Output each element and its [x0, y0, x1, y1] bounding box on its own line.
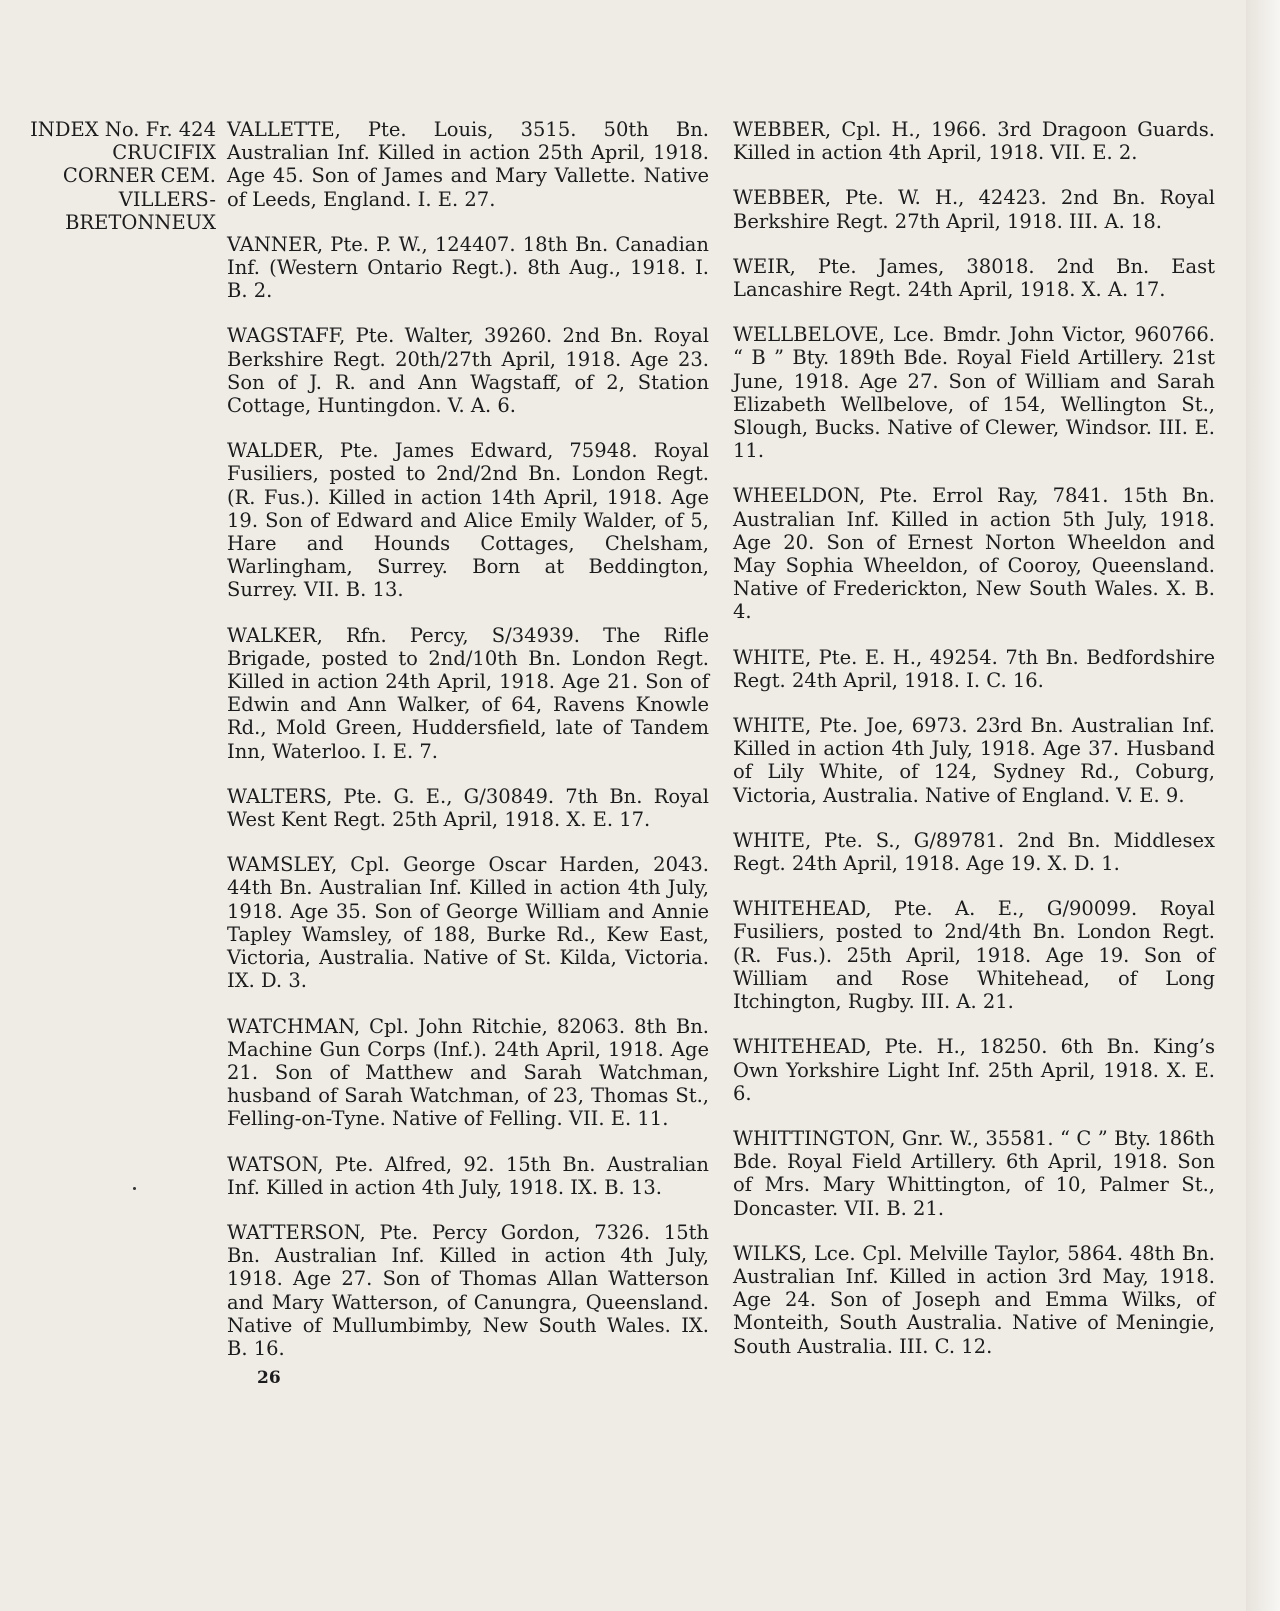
- cemetery-name-line-1: CRUCIFIX: [112, 141, 216, 165]
- entry: WALDER, Pte. James Edward, 75948. Royal Fusiliers, posted to 2nd/2nd Bn. London Regt. (R. Fus.). Killed in action 14th April, 1918. Age 19. Son of Edward and Alice Emily Walder, of 5, Hare and Hounds Cottages, Chelsham, Warlingham, Surrey. Born at Beddington, Surrey. VII. B. 13.: [227, 439, 709, 602]
- entry: WAGSTAFF, Pte. Walter, 39260. 2nd Bn. Royal Berkshire Regt. 20th/27th April, 1918. Age 23. Son of J. R. and Ann Wagstaff, of 2, Station Cottage, Huntingdon. V. A. 6.: [227, 324, 709, 418]
- entry: WEIR, Pte. James, 38018. 2nd Bn. East Lancashire Regt. 24th April, 1918. X. A. 17.: [733, 254, 1215, 302]
- entry: WHITE, Pte. Joe, 6973. 23rd Bn. Australian Inf. Killed in action 4th July, 1918. Age 37. Husband of Lily White, of 124, Sydney Rd., Coburg, Victoria, Australia. Native of England. V. E. 9.: [733, 714, 1215, 807]
- entry: VALLETTE, Pte. Louis, 3515. 50th Bn. Australian Inf. Killed in action 25th April, 1918. Age 45. Son of James and Mary Vallette. Native of Leeds, England. I. E. 27.: [227, 118, 709, 211]
- entry: WHITEHEAD, Pte. A. E., G/90099. Royal Fusiliers, posted to 2nd/4th Bn. London Regt. (R. Fus.). 25th April, 1918. Age 19. Son of William and Rose Whitehead, of Long Itchington, Rugby. III. A. 21.: [733, 897, 1215, 1014]
- index-number: INDEX No. Fr. 424: [30, 118, 216, 141]
- entry: WALKER, Rfn. Percy, S/34939. The Rifle Brigade, posted to 2nd/10th Bn. London Regt. Killed in action 24th April, 1918. Age 21. Son of Edwin and Ann Walker, of 64, Ravens Knowle Rd., Mold Green, Huddersfield, late of Tandem Inn, Waterloo. I. E. 7.: [227, 623, 709, 763]
- entry: WHEELDON, Pte. Errol Ray, 7841. 15th Bn. Australian Inf. Killed in action 5th July, 1918. Age 20. Son of Ernest Norton Wheeldon and May Sophia Wheeldon, of Cooroy, Queensland. Native of Frederickton, New South Wales. X. B. 4.: [733, 484, 1215, 624]
- entry: WALTERS, Pte. G. E., G/30849. 7th Bn. Royal West Kent Regt. 25th April, 1918. X. E. 17.: [227, 784, 709, 832]
- print-speck: [133, 1187, 136, 1190]
- page-number: 26: [257, 1368, 281, 1388]
- entry: WHITE, Pte. S., G/89781. 2nd Bn. Middlesex Regt. 24th April, 1918. Age 19. X. D. 1.: [733, 828, 1215, 876]
- location-line-2: BRETONNEUX: [65, 210, 216, 234]
- page-edge: [1246, 0, 1280, 1611]
- entry: WATTERSON, Pte. Percy Gordon, 7326. 15th Bn. Australian Inf. Killed in action 4th July, 1918. Age 27. Son of Thomas Allan Watterson and Mary Watterson, of Canungra, Queensland. Native of Mullumbimby, New South Wales. IX. B. 16.: [227, 1220, 709, 1360]
- entry: WHITE, Pte. E. H., 49254. 7th Bn. Bedfordshire Regt. 24th April, 1918. I. C. 16.: [733, 645, 1215, 692]
- cemetery-name-line-2: CORNER CEM.: [62, 164, 216, 188]
- entry: WHITTINGTON, Gnr. W., 35581. “ C ” Bty. 186th Bde. Royal Field Artillery. 6th April, 1918. Son of Mrs. Mary Whittington, of 10, Palmer St., Doncaster. VII. B. 21.: [733, 1126, 1215, 1220]
- entry: WHITEHEAD, Pte. H., 18250. 6th Bn. King’s Own Yorkshire Light Inf. 25th April, 1918. X. E. 6.: [733, 1035, 1215, 1105]
- entry: WATCHMAN, Cpl. John Ritchie, 82063. 8th Bn. Machine Gun Corps (Inf.). 24th April, 1918. Age 21. Son of Matthew and Sarah Watchman, husband of Sarah Watchman, of 23, Thomas St., Felling-on-Tyne. Native of Felling. VII. E. 11.: [227, 1014, 709, 1131]
- left-column: [227, 118, 709, 1382]
- location-line-1: VILLERS-: [118, 187, 216, 211]
- cemetery-index-heading: [16, 118, 216, 234]
- entry: VANNER, Pte. P. W., 124407. 18th Bn. Canadian Inf. (Western Ontario Regt.). 8th Aug., 1918. I. B. 2.: [227, 232, 709, 303]
- entry: WAMSLEY, Cpl. George Oscar Harden, 2043. 44th Bn. Australian Inf. Killed in action 4th July, 1918. Age 35. Son of George William and Annie Tapley Wamsley, of 188, Burke Rd., Kew East, Victoria, Australia. Native of St. Kilda, Victoria. IX. D. 3.: [227, 853, 709, 993]
- entry: WELLBELOVE, Lce. Bmdr. John Victor, 960766. “ B ” Bty. 189th Bde. Royal Field Artillery. 21st June, 1918. Age 27. Son of William and Sarah Elizabeth Wellbelove, of 154, Wellington St., Slough, Bucks. Native of Clewer, Windsor. III. E. 11.: [733, 323, 1215, 463]
- right-column: [733, 118, 1215, 1380]
- entry: WEBBER, Pte. W. H., 42423. 2nd Bn. Royal Berkshire Regt. 27th April, 1918. III. A. 18.: [733, 186, 1215, 233]
- entry: WILKS, Lce. Cpl. Melville Taylor, 5864. 48th Bn. Australian Inf. Killed in action 3rd May, 1918. Age 24. Son of Joseph and Emma Wilks, of Monteith, South Australia. Native of Meningie, South Australia. III. C. 12.: [733, 1241, 1215, 1358]
- entry: WATSON, Pte. Alfred, 92. 15th Bn. Australian Inf. Killed in action 4th July, 1918. IX. B. 13.: [227, 1152, 709, 1199]
- entry: WEBBER, Cpl. H., 1966. 3rd Dragoon Guards. Killed in action 4th April, 1918. VII. E. 2.: [733, 118, 1215, 165]
